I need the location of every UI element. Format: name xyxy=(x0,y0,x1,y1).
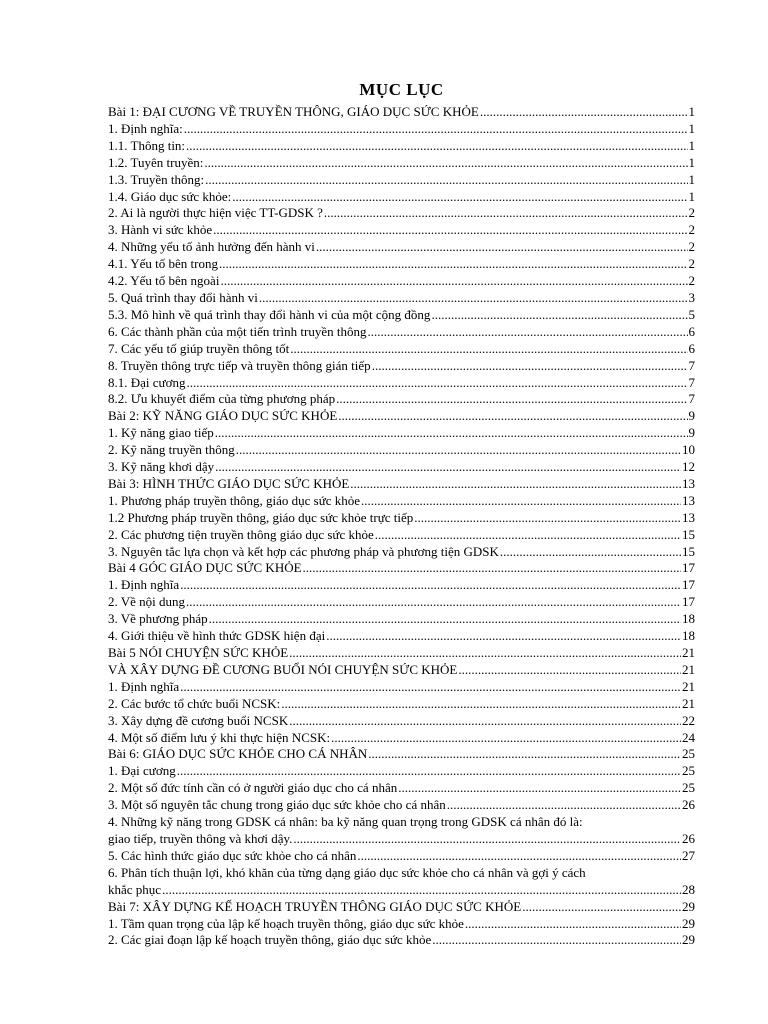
toc-page-number: 29 xyxy=(682,898,695,914)
page-title: MỤC LỤC xyxy=(359,80,444,99)
toc-entry[interactable] xyxy=(108,205,695,222)
toc-page-number: 21 xyxy=(682,661,695,677)
toc-entry[interactable] xyxy=(108,594,695,611)
toc-entry-label: 1. Tầm quan trọng của lập kế hoạch truyền thông, giáo dục sức khỏe xyxy=(108,915,464,931)
dot-leader xyxy=(414,510,681,527)
toc-entry[interactable] xyxy=(108,290,695,307)
dot-leader xyxy=(186,375,687,392)
toc-entry[interactable] xyxy=(108,645,695,662)
toc-entry-label: 1. Phương pháp truyền thông, giáo dục sức khỏe xyxy=(108,492,361,508)
toc-entry-label: Bài 7: XÂY DỰNG KẾ HOẠCH TRUYỀN THÔNG GIÁO DỤC SỨC KHỎE xyxy=(108,898,522,914)
toc-entry-label: 3. Về phương pháp xyxy=(108,611,208,627)
toc-page-number: 2 xyxy=(688,205,695,221)
toc-page-number: 2 xyxy=(688,239,695,255)
toc-entry-label: 3. Nguyên tắc lựa chọn và kết hợp các phương pháp và phương tiện GDSK xyxy=(108,543,499,559)
dot-leader xyxy=(204,155,687,172)
dot-leader xyxy=(219,256,688,273)
dot-leader xyxy=(213,222,687,239)
dot-leader xyxy=(303,560,681,577)
toc-page-number: 15 xyxy=(682,543,695,559)
toc-entry-label: 3. Một số nguyên tắc chung trong giáo dục sức khỏe cho cá nhân xyxy=(108,797,446,813)
dot-leader xyxy=(205,172,687,189)
dot-leader xyxy=(447,797,681,814)
toc-entry-label: 3. Kỹ năng khơi dậy xyxy=(108,459,215,475)
toc-entry-label-continued: khắc phục xyxy=(108,881,162,897)
dot-leader xyxy=(236,442,681,459)
toc-entry[interactable] xyxy=(108,814,695,848)
toc-page-number: 27 xyxy=(682,847,695,863)
dot-leader xyxy=(368,746,681,763)
dot-leader xyxy=(522,899,681,916)
toc-entry[interactable] xyxy=(108,510,695,527)
dot-leader xyxy=(259,290,688,307)
toc-entry[interactable] xyxy=(108,138,695,155)
toc-entry-label: 2. Ai là người thực hiện việc TT-GDSK ? xyxy=(108,205,323,221)
toc-entry-label: 4. Những yếu tố ảnh hưởng đến hành vi xyxy=(108,239,315,255)
toc-entry-label: 5.3. Mô hình về quá trình thay đổi hành vi của một cộng đồng xyxy=(108,306,431,322)
dot-leader xyxy=(180,577,681,594)
dot-leader xyxy=(324,205,688,222)
toc-page-number: 1 xyxy=(688,188,695,204)
toc-entry-label: 3. Xây dựng đề cương buổi NCSK xyxy=(108,712,289,728)
toc-entry-label: 7. Các yếu tố giúp truyền thông tốt xyxy=(108,340,290,356)
toc-entry-label: 1.2. Tuyên truyền: xyxy=(108,154,204,170)
toc-entry-label: 8.1. Đại cương xyxy=(108,374,186,390)
dot-leader xyxy=(290,341,687,358)
toc-entry-label: 3. Hành vi sức khỏe xyxy=(108,222,213,238)
toc-entry[interactable] xyxy=(108,239,695,256)
toc-page-number: 6 xyxy=(688,340,695,356)
dot-leader xyxy=(458,662,681,679)
toc-entry-label: 4. Một số điểm lưu ý khi thực hiện NCSK: xyxy=(108,729,331,745)
toc-entry[interactable] xyxy=(108,172,695,189)
dot-leader xyxy=(232,189,687,206)
toc-entry[interactable] xyxy=(108,662,695,679)
toc-entry[interactable] xyxy=(108,932,695,949)
toc-entry[interactable] xyxy=(108,763,695,780)
toc-entry[interactable] xyxy=(108,848,695,865)
dot-leader xyxy=(281,696,681,713)
toc-entry-label: Bài 2: KỸ NĂNG GIÁO DỤC SỨC KHỎE xyxy=(108,408,338,424)
toc-entry-label: 1.1. Thông tin: xyxy=(108,137,186,153)
toc-entry-label: Bài 6: GIÁO DỤC SỨC KHỎE CHO CÁ NHÂN xyxy=(108,746,368,762)
toc-entry[interactable] xyxy=(108,425,695,442)
toc-entry-label: 6. Phân tích thuận lợi, khó khăn của từng dạng giáo dục sức khỏe cho cá nhân và gợi ý cách xyxy=(108,864,586,880)
dot-leader xyxy=(289,645,681,662)
dot-leader xyxy=(215,459,681,476)
toc-page-number: 1 xyxy=(688,104,695,119)
dot-leader xyxy=(372,358,688,375)
toc-page-number: 17 xyxy=(682,594,695,610)
toc-entry-label: 4.2. Yếu tố bên ngoài xyxy=(108,273,220,289)
toc-page-number: 24 xyxy=(682,729,695,745)
toc-entry[interactable] xyxy=(108,713,695,730)
toc-entry[interactable] xyxy=(108,307,695,324)
dot-leader xyxy=(350,476,681,493)
dot-leader xyxy=(184,121,688,138)
toc-entry[interactable] xyxy=(108,611,695,628)
dot-leader xyxy=(465,916,681,933)
toc-entry[interactable] xyxy=(108,459,695,476)
toc-entry[interactable] xyxy=(108,476,695,493)
toc-entry[interactable] xyxy=(108,273,695,290)
toc-page-number: 25 xyxy=(682,780,695,796)
toc-page-number: 21 xyxy=(682,645,695,660)
toc-page-number: 18 xyxy=(682,611,695,627)
toc-page-number: 12 xyxy=(682,459,695,475)
toc-page-number: 26 xyxy=(682,797,695,813)
toc-page-number: 2 xyxy=(688,256,695,272)
toc-page-number: 21 xyxy=(682,695,695,711)
toc-page-number: 18 xyxy=(682,628,695,644)
toc-page-number: 3 xyxy=(688,289,695,305)
toc-entry[interactable] xyxy=(108,408,695,425)
toc-entry[interactable] xyxy=(108,544,695,561)
dot-leader xyxy=(368,324,688,341)
toc-entry-label: 4. Giới thiệu về hình thức GDSK hiện đại xyxy=(108,628,326,644)
dot-leader xyxy=(480,104,688,121)
dot-leader xyxy=(186,138,687,155)
toc-page-number: 28 xyxy=(682,881,695,897)
toc-page-number: 6 xyxy=(688,323,695,339)
toc-page-number: 2 xyxy=(688,273,695,289)
toc-entry-label: 1.2 Phương pháp truyền thông, giáo dục sức khỏe trực tiếp xyxy=(108,509,414,525)
dot-leader xyxy=(186,594,681,611)
toc-entry-label: 2. Một số đức tính cần có ở người giáo dục cho cá nhân xyxy=(108,780,398,796)
toc-entry-label: 1. Kỹ năng giao tiếp xyxy=(108,425,214,441)
toc-entry[interactable] xyxy=(108,256,695,273)
dot-leader xyxy=(331,730,681,747)
toc-entry-label: 1.4. Giáo dục sức khỏe: xyxy=(108,188,232,204)
table-of-contents xyxy=(108,104,695,949)
toc-page-number: 17 xyxy=(682,577,695,593)
toc-entry-label: 2. Các giai đoạn lập kế hoạch truyền thông, giáo dục sức khỏe xyxy=(108,932,432,948)
toc-entry-label: 2. Các bước tổ chức buổi NCSK: xyxy=(108,695,281,711)
toc-page-number: 22 xyxy=(682,712,695,728)
dot-leader xyxy=(398,780,681,797)
toc-page-number: 1 xyxy=(688,154,695,170)
dot-leader xyxy=(209,611,681,628)
toc-entry-label: Bài 1: ĐẠI CƯƠNG VỀ TRUYỀN THÔNG, GIÁO DỤC SỨC KHỎE xyxy=(108,104,479,119)
toc-entry-label: 1. Đại cương xyxy=(108,763,176,779)
toc-entry[interactable] xyxy=(108,560,695,577)
toc-entry-label: 8.2. Ưu khuyết điểm của từng phương pháp xyxy=(108,391,336,407)
toc-entry-label: 1. Định nghĩa: xyxy=(108,120,183,136)
toc-page-number: 1 xyxy=(688,137,695,153)
toc-page-number: 26 xyxy=(682,830,695,846)
toc-entry-label: 4.1. Yếu tố bên trong xyxy=(108,256,218,272)
toc-entry[interactable] xyxy=(108,780,695,797)
toc-entry-label: 2. Về nội dung xyxy=(108,594,186,610)
toc-page-number: 7 xyxy=(688,391,695,407)
toc-page-number: 10 xyxy=(682,442,695,458)
toc-page-number: 13 xyxy=(682,509,695,525)
toc-page-number: 1 xyxy=(688,120,695,136)
toc-entry[interactable] xyxy=(108,865,695,899)
toc-entry-label: 6. Các thành phần của một tiến trình truyền thông xyxy=(108,323,367,339)
toc-entry[interactable] xyxy=(108,324,695,341)
dot-leader xyxy=(326,628,681,645)
toc-entry[interactable] xyxy=(108,341,695,358)
toc-entry[interactable] xyxy=(108,577,695,594)
dot-leader xyxy=(316,239,688,256)
toc-entry-label: 2. Kỹ năng truyền thông xyxy=(108,442,235,458)
toc-entry[interactable] xyxy=(108,527,695,544)
toc-entry[interactable] xyxy=(108,916,695,933)
toc-entry[interactable] xyxy=(108,493,695,510)
dot-leader xyxy=(432,932,681,949)
dot-leader xyxy=(180,679,681,696)
toc-entry[interactable] xyxy=(108,391,695,408)
dot-leader xyxy=(431,307,687,324)
dot-leader xyxy=(162,882,681,899)
toc-page-number: 9 xyxy=(688,408,695,424)
toc-entry-label: 4. Những kỹ năng trong GDSK cá nhân: ba kỹ năng quan trọng trong GDSK cá nhân đó là: xyxy=(108,814,583,830)
toc-entry[interactable] xyxy=(108,121,695,138)
toc-entry[interactable] xyxy=(108,104,695,121)
toc-page-number: 21 xyxy=(682,678,695,694)
toc-entry[interactable] xyxy=(108,696,695,713)
dot-leader xyxy=(500,544,681,561)
toc-entry-label: Bài 5 NÓI CHUYỆN SỨC KHỎE xyxy=(108,645,289,660)
toc-page-number: 2 xyxy=(688,222,695,238)
dot-leader xyxy=(361,493,681,510)
toc-entry[interactable] xyxy=(108,155,695,172)
toc-page-number: 15 xyxy=(682,526,695,542)
toc-page-number: 9 xyxy=(688,425,695,441)
dot-leader xyxy=(215,425,688,442)
toc-entry-label: Bài 3: HÌNH THỨC GIÁO DỤC SỨC KHỎE xyxy=(108,475,350,491)
toc-entry[interactable] xyxy=(108,442,695,459)
toc-page-number: 29 xyxy=(682,932,695,948)
toc-entry-label-continued: giao tiếp, truyền thông và khơi dậy. xyxy=(108,830,293,846)
toc-entry[interactable] xyxy=(108,679,695,696)
dot-leader xyxy=(289,713,681,730)
toc-page-number: 1 xyxy=(688,171,695,187)
toc-page-number: 5 xyxy=(688,306,695,322)
toc-entry[interactable] xyxy=(108,730,695,747)
dot-leader xyxy=(357,848,681,865)
dot-leader xyxy=(177,763,681,780)
toc-entry[interactable] xyxy=(108,797,695,814)
toc-entry[interactable] xyxy=(108,189,695,206)
toc-page-number: 25 xyxy=(682,746,695,762)
toc-page-number: 7 xyxy=(688,374,695,390)
toc-entry[interactable] xyxy=(108,628,695,645)
toc-entry-label: 2. Các phương tiện truyền thông giáo dục sức khỏe xyxy=(108,526,374,542)
toc-page-number: 29 xyxy=(682,915,695,931)
toc-entry[interactable] xyxy=(108,358,695,375)
toc-page-number: 17 xyxy=(682,560,695,576)
dot-leader xyxy=(375,527,681,544)
dot-leader xyxy=(336,391,687,408)
toc-entry-label: 5. Các hình thức giáo dục sức khỏe cho cá nhân xyxy=(108,847,357,863)
dot-leader xyxy=(338,408,687,425)
dot-leader xyxy=(220,273,687,290)
toc-page-number: 13 xyxy=(682,475,695,491)
toc-page-number: 7 xyxy=(688,357,695,373)
toc-entry-label: VÀ XÂY DỰNG ĐỀ CƯƠNG BUỔI NÓI CHUYỆN SỨC KHỎE xyxy=(108,661,458,677)
toc-entry-label: 1.3. Truyền thông: xyxy=(108,171,205,187)
dot-leader xyxy=(293,831,681,848)
toc-entry-label: 1. Định nghĩa xyxy=(108,577,180,593)
toc-entry-label: 1. Định nghĩa xyxy=(108,678,180,694)
toc-entry[interactable] xyxy=(108,222,695,239)
toc-entry[interactable] xyxy=(108,375,695,392)
toc-entry-label: 8. Truyền thông trực tiếp và truyền thông gián tiếp xyxy=(108,357,371,373)
toc-entry[interactable] xyxy=(108,899,695,916)
toc-entry[interactable] xyxy=(108,746,695,763)
toc-page-number: 25 xyxy=(682,763,695,779)
toc-entry-label: Bài 4 GÓC GIÁO DỤC SỨC KHỎE xyxy=(108,560,302,576)
toc-entry-label: 5. Quá trình thay đổi hành vi xyxy=(108,289,258,305)
toc-page-number: 13 xyxy=(682,492,695,508)
document-page xyxy=(108,80,695,949)
